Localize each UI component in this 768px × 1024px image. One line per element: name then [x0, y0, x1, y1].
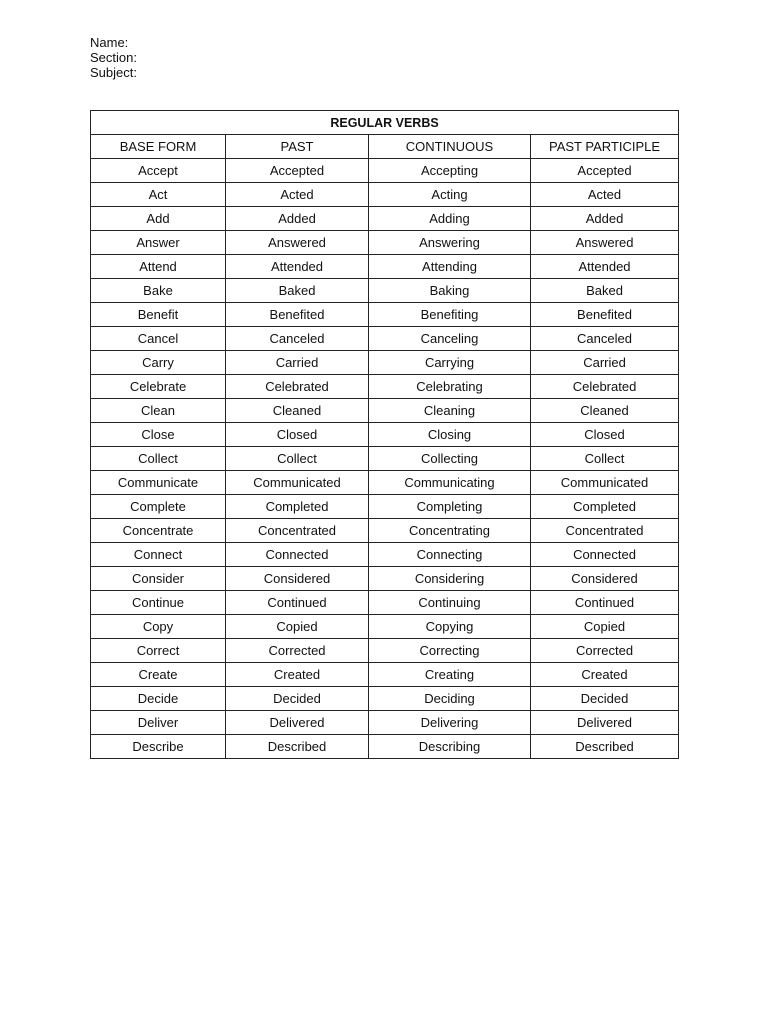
cell-continuous: Baking — [369, 279, 531, 303]
table-row — [91, 423, 679, 447]
cell-past: Corrected — [226, 639, 369, 663]
cell-base-form: Accept — [91, 159, 226, 183]
cell-past-participle: Acted — [531, 183, 679, 207]
table-body — [91, 159, 679, 759]
table-row — [91, 231, 679, 255]
cell-past-participle: Decided — [531, 687, 679, 711]
cell-continuous: Collecting — [369, 447, 531, 471]
table-row — [91, 687, 679, 711]
cell-continuous: Creating — [369, 663, 531, 687]
table-row — [91, 255, 679, 279]
table-row — [91, 735, 679, 759]
table-row — [91, 639, 679, 663]
section-label: Section: — [90, 50, 137, 65]
cell-base-form: Clean — [91, 399, 226, 423]
cell-past-participle: Corrected — [531, 639, 679, 663]
cell-past: Considered — [226, 567, 369, 591]
subject-label: Subject: — [90, 65, 137, 80]
cell-past: Decided — [226, 687, 369, 711]
cell-continuous: Benefiting — [369, 303, 531, 327]
column-header-continuous: CONTINUOUS — [369, 135, 531, 159]
cell-past-participle: Continued — [531, 591, 679, 615]
table-row — [91, 591, 679, 615]
column-header-base-form: BASE FORM — [91, 135, 226, 159]
cell-past-participle: Concentrated — [531, 519, 679, 543]
cell-base-form: Continue — [91, 591, 226, 615]
cell-past-participle: Closed — [531, 423, 679, 447]
cell-past: Copied — [226, 615, 369, 639]
cell-continuous: Considering — [369, 567, 531, 591]
cell-base-form: Connect — [91, 543, 226, 567]
regular-verbs-table — [90, 110, 679, 759]
table-row — [91, 471, 679, 495]
cell-base-form: Answer — [91, 231, 226, 255]
cell-continuous: Copying — [369, 615, 531, 639]
table-row — [91, 567, 679, 591]
cell-past-participle: Delivered — [531, 711, 679, 735]
cell-continuous: Continuing — [369, 591, 531, 615]
cell-continuous: Celebrating — [369, 375, 531, 399]
table-row — [91, 351, 679, 375]
cell-past: Carried — [226, 351, 369, 375]
cell-past: Delivered — [226, 711, 369, 735]
cell-base-form: Decide — [91, 687, 226, 711]
cell-past: Added — [226, 207, 369, 231]
cell-past: Concentrated — [226, 519, 369, 543]
table-row — [91, 327, 679, 351]
cell-past: Benefited — [226, 303, 369, 327]
cell-past: Answered — [226, 231, 369, 255]
cell-past: Collect — [226, 447, 369, 471]
cell-base-form: Collect — [91, 447, 226, 471]
cell-continuous: Correcting — [369, 639, 531, 663]
table-row — [91, 399, 679, 423]
table-header-row — [91, 135, 679, 159]
cell-base-form: Complete — [91, 495, 226, 519]
cell-past-participle: Baked — [531, 279, 679, 303]
cell-base-form: Add — [91, 207, 226, 231]
cell-past-participle: Cleaned — [531, 399, 679, 423]
cell-continuous: Communicating — [369, 471, 531, 495]
cell-past-participle: Celebrated — [531, 375, 679, 399]
cell-base-form: Create — [91, 663, 226, 687]
cell-continuous: Answering — [369, 231, 531, 255]
cell-continuous: Canceling — [369, 327, 531, 351]
cell-past-participle: Answered — [531, 231, 679, 255]
cell-continuous: Acting — [369, 183, 531, 207]
cell-continuous: Cleaning — [369, 399, 531, 423]
cell-past: Communicated — [226, 471, 369, 495]
cell-past-participle: Carried — [531, 351, 679, 375]
cell-past-participle: Added — [531, 207, 679, 231]
table-row — [91, 279, 679, 303]
cell-past: Continued — [226, 591, 369, 615]
cell-base-form: Carry — [91, 351, 226, 375]
cell-past: Accepted — [226, 159, 369, 183]
cell-past: Baked — [226, 279, 369, 303]
cell-past-participle: Communicated — [531, 471, 679, 495]
cell-past-participle: Collect — [531, 447, 679, 471]
cell-continuous: Adding — [369, 207, 531, 231]
table-row — [91, 159, 679, 183]
cell-past: Closed — [226, 423, 369, 447]
cell-past-participle: Copied — [531, 615, 679, 639]
cell-base-form: Concentrate — [91, 519, 226, 543]
cell-past: Cleaned — [226, 399, 369, 423]
header-fields — [90, 35, 137, 80]
column-header-past: PAST — [226, 135, 369, 159]
cell-past-participle: Described — [531, 735, 679, 759]
cell-base-form: Consider — [91, 567, 226, 591]
cell-past-participle: Accepted — [531, 159, 679, 183]
cell-base-form: Correct — [91, 639, 226, 663]
cell-base-form: Cancel — [91, 327, 226, 351]
cell-base-form: Act — [91, 183, 226, 207]
cell-base-form: Bake — [91, 279, 226, 303]
cell-continuous: Completing — [369, 495, 531, 519]
cell-continuous: Deciding — [369, 687, 531, 711]
cell-base-form: Copy — [91, 615, 226, 639]
cell-base-form: Benefit — [91, 303, 226, 327]
cell-continuous: Carrying — [369, 351, 531, 375]
table-title: REGULAR VERBS — [91, 111, 679, 135]
cell-past-participle: Connected — [531, 543, 679, 567]
table-row — [91, 615, 679, 639]
cell-past-participle: Benefited — [531, 303, 679, 327]
cell-past: Completed — [226, 495, 369, 519]
table-row — [91, 375, 679, 399]
cell-past-participle: Attended — [531, 255, 679, 279]
cell-past: Attended — [226, 255, 369, 279]
cell-base-form: Close — [91, 423, 226, 447]
table-title-row — [91, 111, 679, 135]
table-row — [91, 183, 679, 207]
table-row — [91, 303, 679, 327]
cell-base-form: Describe — [91, 735, 226, 759]
cell-past-participle: Canceled — [531, 327, 679, 351]
cell-past-participle: Created — [531, 663, 679, 687]
table-row — [91, 519, 679, 543]
cell-continuous: Concentrating — [369, 519, 531, 543]
column-header-past-participle: PAST PARTICIPLE — [531, 135, 679, 159]
cell-continuous: Connecting — [369, 543, 531, 567]
cell-past: Celebrated — [226, 375, 369, 399]
cell-base-form: Communicate — [91, 471, 226, 495]
cell-continuous: Attending — [369, 255, 531, 279]
cell-base-form: Attend — [91, 255, 226, 279]
table-row — [91, 495, 679, 519]
cell-continuous: Closing — [369, 423, 531, 447]
cell-continuous: Accepting — [369, 159, 531, 183]
cell-past: Acted — [226, 183, 369, 207]
table-row — [91, 447, 679, 471]
cell-past: Created — [226, 663, 369, 687]
cell-continuous: Describing — [369, 735, 531, 759]
cell-past: Connected — [226, 543, 369, 567]
cell-past: Described — [226, 735, 369, 759]
cell-past-participle: Considered — [531, 567, 679, 591]
table-row — [91, 663, 679, 687]
name-label: Name: — [90, 35, 129, 50]
cell-base-form: Celebrate — [91, 375, 226, 399]
table-row — [91, 207, 679, 231]
cell-continuous: Delivering — [369, 711, 531, 735]
table-row — [91, 711, 679, 735]
table-row — [91, 543, 679, 567]
cell-base-form: Deliver — [91, 711, 226, 735]
cell-past: Canceled — [226, 327, 369, 351]
cell-past-participle: Completed — [531, 495, 679, 519]
